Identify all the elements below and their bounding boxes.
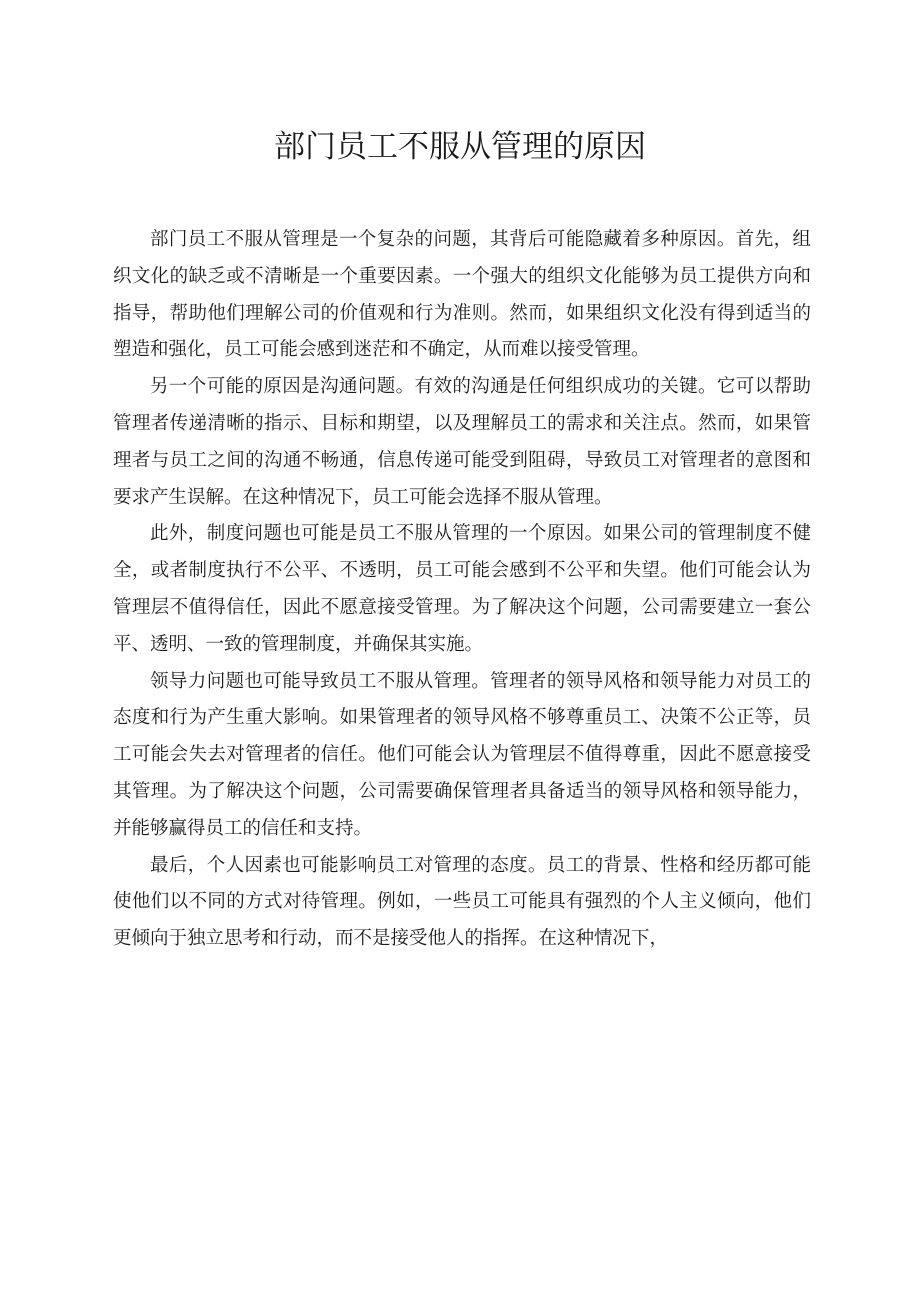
paragraph-organization-culture: 部门员工不服从管理是一个复杂的问题，其背后可能隐藏着多种原因。首先，组织文化的缺乏或不清晰是一个重要因素。一个强大的组织文化能够为员工提供方向和指导，帮助他们理解公司的价值观和行为准则。然而，如果组织文化没有得到适当的塑造和强化，员工可能会感到迷茫和不确定，从而难以接受管理。 [113, 229, 811, 361]
paragraph-personal-factors: 最后，个人因素也可能影响员工对管理的态度。员工的背景、性格和经历都可能使他们以不同的方式对待管理。例如，一些员工可能具有强烈的个人主义倾向，他们更倾向于独立思考和行动，而不是接受他人的指挥。在这种情况下， [113, 854, 811, 950]
document-body [113, 222, 811, 958]
page-title: 部门员工不服从管理的原因 [274, 129, 646, 165]
paragraph-system: 此外，制度问题也可能是员工不服从管理的一个原因。如果公司的管理制度不健全，或者制度执行不公平、不透明，员工可能会感到不公平和失望。他们可能会认为管理层不值得信任，因此不愿意接受管理。为了解决这个问题，公司需要建立一套公平、透明、一致的管理制度，并确保其实施。 [113, 523, 811, 655]
paragraph-communication: 另一个可能的原因是沟通问题。有效的沟通是任何组织成功的关键。它可以帮助管理者传递清晰的指示、目标和期望，以及理解员工的需求和关注点。然而，如果管理者与员工之间的沟通不畅通，信息传递可能受到阻碍，导致员工对管理者的意图和要求产生误解。在这种情况下，员工可能会选择不服从管理。 [113, 376, 811, 508]
paragraph-leadership: 领导力问题也可能导致员工不服从管理。管理者的领导风格和领导能力对员工的态度和行为产生重大影响。如果管理者的领导风格不够尊重员工、决策不公正等，员工可能会失去对管理者的信任。他们可能会认为管理层不值得尊重，因此不愿意接受其管理。为了解决这个问题，公司需要确保管理者具备适当的领导风格和领导能力，并能够赢得员工的信任和支持。 [113, 670, 811, 839]
